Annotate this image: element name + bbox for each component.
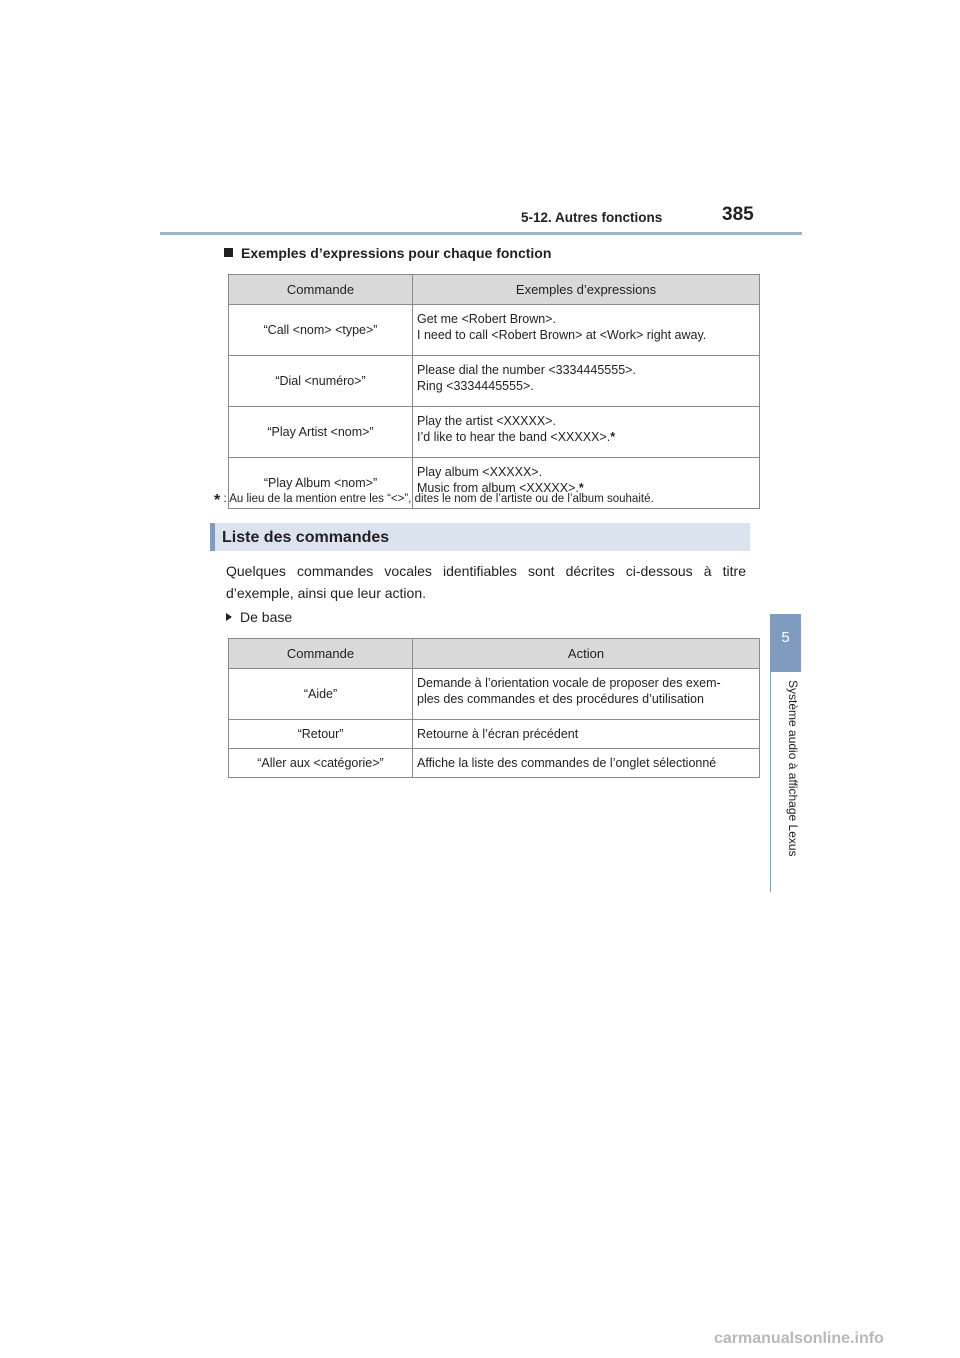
footnote-marker: * [610, 430, 616, 444]
page-number: 385 [722, 204, 754, 225]
example-line: Get me <Robert Brown>. [417, 312, 556, 326]
action-cell: Affiche la liste des commandes de l’onglet sélectionné [413, 749, 760, 778]
examples-heading-text: Exemples d’expressions pour chaque fonction [241, 245, 552, 261]
chapter-title: Système audio à affichage Lexus [786, 680, 800, 857]
example-line: Play the artist <XXXXX>. [417, 414, 556, 428]
column-header-action: Action [413, 639, 760, 669]
column-header-command: Commande [229, 275, 413, 305]
footnote-star: * [214, 492, 221, 509]
example-line: Music from album <XXXXX>. [417, 481, 579, 495]
example-line: I need to call <Robert Brown> at <Work> right away. [417, 328, 707, 342]
example-line: Ring <3334445555>. [417, 379, 534, 393]
footnote-text: : Au lieu de la mention entre les “<>”, dites le nom de l’artiste ou de l’album souhaité. [223, 493, 654, 505]
example-line: I’d like to hear the band <XXXXX>. [417, 430, 611, 444]
command-cell: “Play Album <nom>” [229, 458, 413, 509]
examples-table [228, 274, 760, 509]
table-row [229, 669, 760, 720]
footnote-marker: * [578, 481, 584, 495]
command-cell: “Call <nom> <type>” [229, 305, 413, 356]
list-subheading-text: De base [240, 609, 293, 625]
command-cell: “Retour” [229, 720, 413, 749]
header-rule [160, 232, 802, 235]
intro-paragraph: Quelques commandes vocales identifiables sont décrites ci-dessous à titre d’exemple, ainsi que leur action. [226, 563, 746, 601]
action-line: Demande à l’orientation vocale de proposer des exem- [417, 676, 721, 690]
commands-table [228, 638, 760, 778]
chapter-number: 5 [781, 629, 790, 646]
command-cell: “Aller aux <catégorie>” [229, 749, 413, 778]
watermark: carmanualsonline.info [714, 1330, 884, 1347]
table-row [229, 356, 760, 407]
action-cell: Retourne à l’écran précédent [413, 720, 760, 749]
examples-cell [413, 305, 760, 356]
example-line: Play album <XXXXX>. [417, 465, 543, 479]
example-line: Please dial the number <3334445555>. [417, 363, 636, 377]
command-cell: “Aide” [229, 669, 413, 720]
table-row [229, 305, 760, 356]
table-row [229, 407, 760, 458]
table-row [229, 720, 760, 749]
action-cell [413, 669, 760, 720]
square-bullet-icon [224, 248, 233, 257]
footnote [214, 492, 654, 510]
column-header-examples: Exemples d’expressions [413, 275, 760, 305]
table-row [229, 749, 760, 778]
examples-cell [413, 407, 760, 458]
action-line: ples des commandes et des procédures d’utilisation [417, 692, 704, 706]
column-header-command: Commande [229, 639, 413, 669]
examples-heading [224, 245, 551, 261]
triangle-bullet-icon [226, 613, 232, 621]
examples-cell [413, 356, 760, 407]
command-cell: “Dial <numéro>” [229, 356, 413, 407]
command-cell: “Play Artist <nom>” [229, 407, 413, 458]
section-title: Liste des commandes [222, 529, 390, 546]
list-subheading [226, 609, 292, 625]
section-label: 5-12. Autres fonctions [521, 210, 663, 225]
